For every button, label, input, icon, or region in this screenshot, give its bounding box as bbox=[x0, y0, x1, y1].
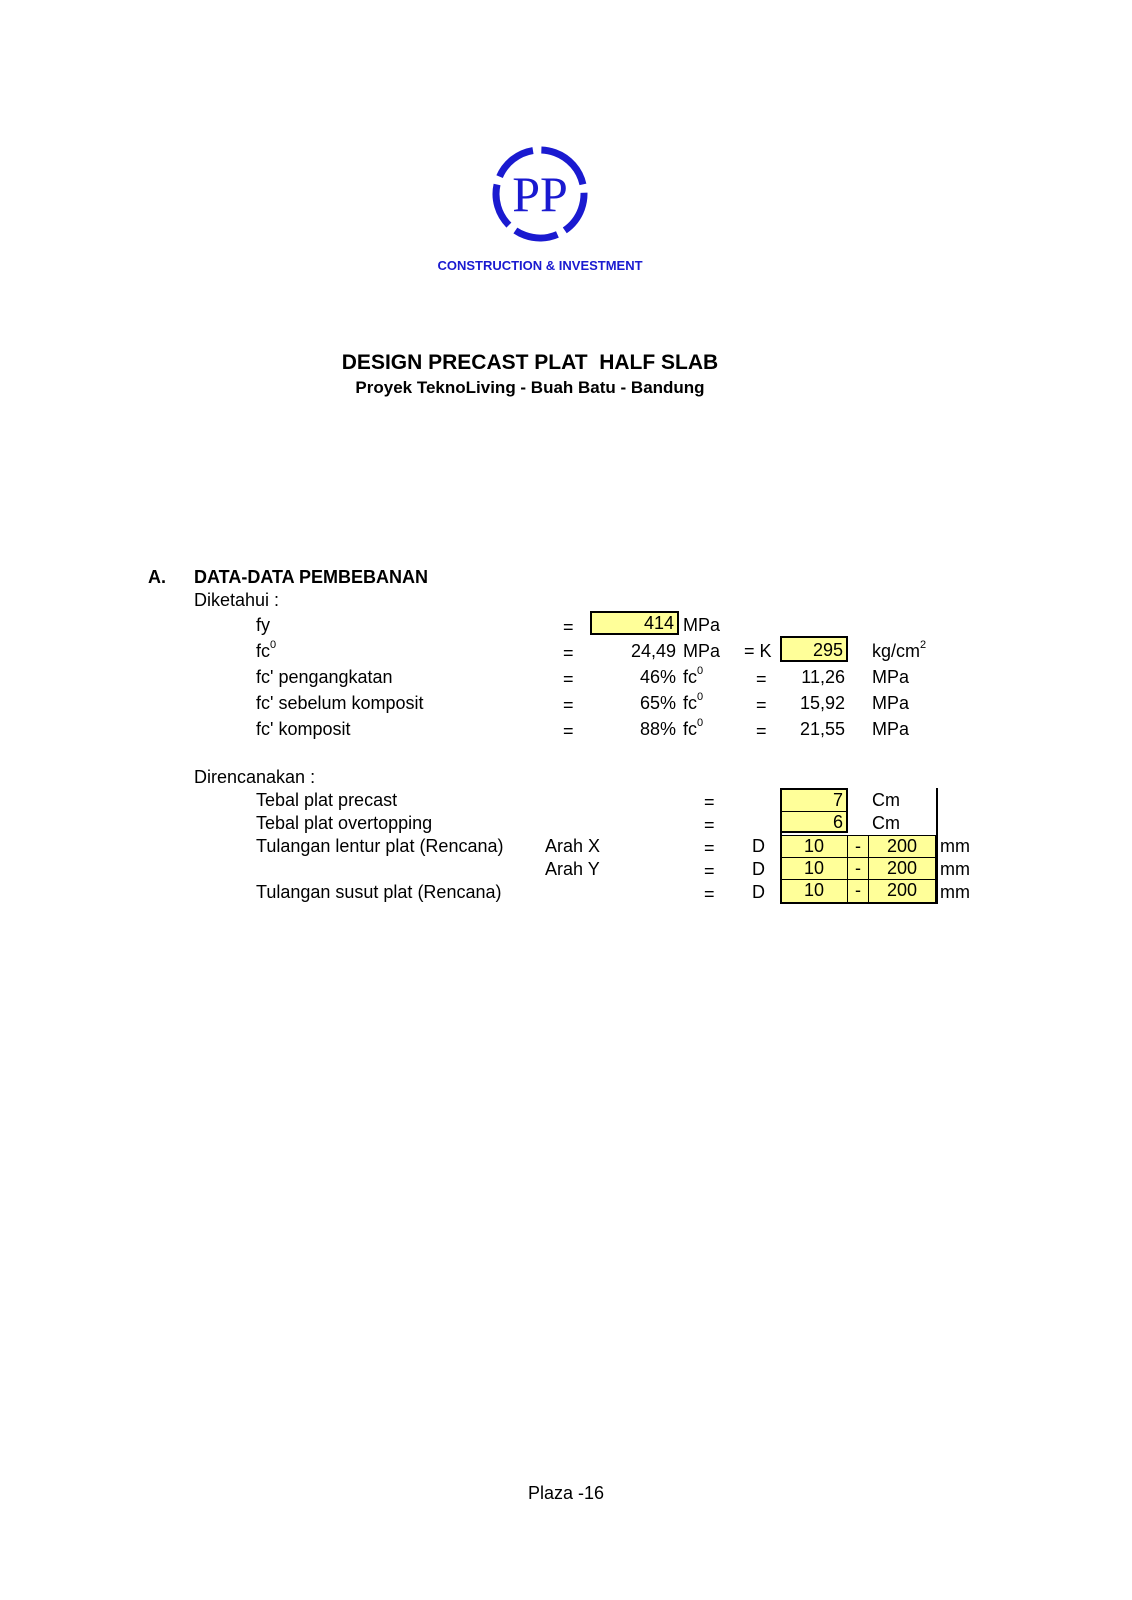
section-letter: A. bbox=[148, 567, 166, 587]
komposit-ref: $fc^0$ bbox=[683, 717, 704, 739]
page-subtitle: Proyek TeknoLiving - Buah Batu - Bandung bbox=[355, 378, 705, 397]
lentur-x-dir: Arah X bbox=[545, 836, 601, 856]
page-footer: Plaza -16 bbox=[527, 1483, 605, 1503]
komposit-unit: MPa bbox=[872, 719, 910, 739]
lentur-x-d: D bbox=[752, 836, 765, 856]
page-title: DESIGN PRECAST PLAT HALF SLAB bbox=[341, 351, 719, 374]
sebelum-result: 15,92 bbox=[799, 693, 845, 713]
komposit-pct: 88% bbox=[639, 719, 676, 739]
fy-label: fy bbox=[256, 615, 271, 635]
fy-value-cell[interactable]: 414 bbox=[590, 611, 679, 635]
lentur-y-d: D bbox=[752, 859, 765, 879]
susut-dia-cell[interactable]: 10 bbox=[780, 879, 848, 903]
overtopping-label: Tebal plat overtopping bbox=[256, 813, 433, 833]
lentur-x-eq: = bbox=[704, 838, 715, 858]
fy-eq: = bbox=[563, 617, 574, 637]
diketahui-label: Diketahui : bbox=[194, 590, 280, 610]
logo-text: PP bbox=[512, 166, 568, 222]
susut-unit: mm bbox=[940, 882, 970, 902]
komposit-eq2: = bbox=[756, 721, 767, 741]
overtopping-unit: Cm bbox=[872, 813, 900, 833]
lentur-y-dash-cell: - bbox=[847, 857, 869, 880]
precast-eq: = bbox=[704, 792, 715, 812]
pengangkatan-pct: 46% bbox=[639, 667, 676, 687]
lentur-x-unit: mm bbox=[940, 836, 970, 856]
direncanakan-label: Direncanakan : bbox=[194, 767, 316, 787]
k-unit: $kg/cm^2$ bbox=[872, 639, 927, 661]
overtopping-eq: = bbox=[704, 815, 715, 835]
k-value-cell[interactable]: 295 bbox=[780, 636, 848, 662]
overtopping-value-cell[interactable]: 6 bbox=[780, 811, 848, 833]
sebelum-ref: $fc^0$ bbox=[683, 691, 704, 713]
komposit-eq: = bbox=[563, 721, 574, 741]
pengangkatan-label: fc' pengangkatan bbox=[256, 667, 393, 687]
susut-dash-cell: - bbox=[847, 879, 869, 903]
lentur-y-eq: = bbox=[704, 861, 715, 881]
fc0-value: 24,49 bbox=[630, 641, 676, 661]
pengangkatan-ref: $fc^0$ bbox=[683, 665, 704, 687]
sebelum-eq: = bbox=[563, 695, 574, 715]
precast-unit: Cm bbox=[872, 790, 900, 810]
sebelum-label: fc' sebelum komposit bbox=[256, 693, 424, 713]
lentur-x-dia-cell[interactable]: 10 bbox=[780, 835, 848, 858]
lentur-y-spacing-cell[interactable]: 200 bbox=[868, 857, 936, 880]
lentur-x-spacing-cell[interactable]: 200 bbox=[868, 835, 936, 858]
lentur-y-dir: Arah Y bbox=[545, 859, 600, 879]
pengangkatan-unit: MPa bbox=[872, 667, 910, 687]
susut-eq: = bbox=[704, 884, 715, 904]
fc0-k-eq: = K bbox=[744, 641, 772, 661]
logo-caption: CONSTRUCTION & INVESTMENT bbox=[437, 258, 643, 273]
pengangkatan-eq2: = bbox=[756, 669, 767, 689]
susut-label: Tulangan susut plat (Rencana) bbox=[256, 882, 502, 902]
precast-value-cell[interactable]: 7 bbox=[780, 788, 848, 812]
fc0-unit: MPa bbox=[683, 641, 721, 661]
pengangkatan-result: 11,26 bbox=[801, 667, 845, 687]
komposit-label: fc' komposit bbox=[256, 719, 351, 739]
sebelum-unit: MPa bbox=[872, 693, 910, 713]
pengangkatan-eq: = bbox=[563, 669, 574, 689]
lentur-label: Tulangan lentur plat (Rencana) bbox=[256, 836, 504, 856]
susut-d: D bbox=[752, 882, 765, 902]
komposit-result: 21,55 bbox=[799, 719, 845, 739]
precast-label: Tebal plat precast bbox=[256, 790, 398, 810]
lentur-y-unit: mm bbox=[940, 859, 970, 879]
lentur-x-dash-cell: - bbox=[847, 835, 869, 858]
company-logo bbox=[488, 142, 592, 246]
fc0-eq: = bbox=[563, 643, 574, 663]
fy-unit: MPa bbox=[683, 615, 721, 635]
lentur-y-dia-cell[interactable]: 10 bbox=[780, 857, 848, 880]
section-heading: DATA-DATA PEMBEBANAN bbox=[194, 567, 428, 587]
susut-spacing-cell[interactable]: 200 bbox=[868, 879, 936, 903]
sebelum-pct: 65% bbox=[639, 693, 676, 713]
fc0-label: $fc^0$ bbox=[256, 639, 277, 661]
sebelum-eq2: = bbox=[756, 695, 767, 715]
